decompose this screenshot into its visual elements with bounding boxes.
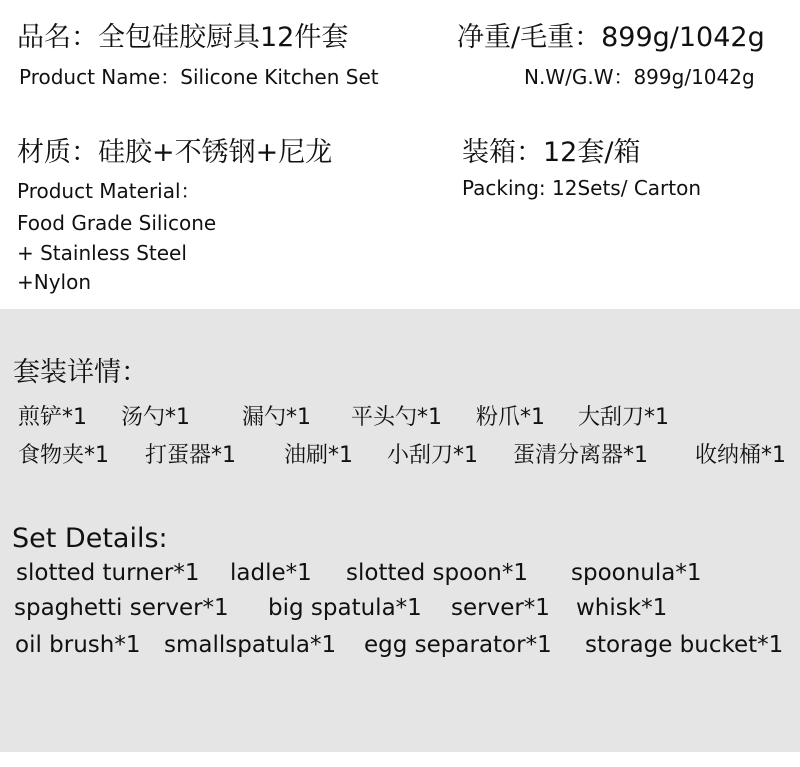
en-item: storage bucket*1 [585, 632, 784, 658]
en-item: egg separator*1 [364, 632, 552, 658]
cn-items-row-1 [0, 407, 800, 437]
cn-item: 漏勺*1 [242, 405, 311, 430]
en-item: slotted spoon*1 [346, 560, 528, 586]
cn-item: 蛋清分离器*1 [513, 443, 648, 468]
cn-item: 收纳桶*1 [695, 443, 786, 468]
product-name-cn: 品名：全包硅胶厨具12件套 [17, 22, 349, 53]
en-item: server*1 [451, 595, 550, 621]
en-item: oil brush*1 [15, 632, 141, 658]
material-en-line-3: + Stainless Steel [17, 241, 187, 265]
cn-item: 煎铲*1 [18, 405, 87, 430]
weight-en: N.W/G.W：899g/1042g [524, 65, 755, 89]
en-item: smallspatula*1 [164, 632, 337, 658]
cn-item: 平头勺*1 [351, 405, 442, 430]
material-en-line-1: Product Material： [17, 179, 201, 203]
material-en-line-2: Food Grade Silicone [17, 211, 217, 235]
set-details-heading-cn: 套装详情： [13, 357, 148, 388]
cn-item: 油刷*1 [284, 443, 353, 468]
material-cn: 材质：硅胶+不锈钢+尼龙 [17, 137, 333, 168]
set-details-heading-en: Set Details: [12, 523, 168, 554]
en-items-row-2 [0, 597, 800, 627]
en-item: spaghetti server*1 [14, 595, 229, 621]
cn-item: 大刮刀*1 [578, 405, 669, 430]
set-details-panel [0, 309, 800, 752]
en-item: ladle*1 [230, 560, 312, 586]
packing-en: Packing: 12Sets/ Carton [462, 176, 702, 200]
cn-item: 打蛋器*1 [145, 443, 236, 468]
cn-item: 食物夹*1 [18, 443, 109, 468]
en-item: whisk*1 [576, 595, 668, 621]
cn-items-row-2 [0, 445, 800, 475]
en-item: slotted turner*1 [16, 560, 200, 586]
en-items-row-3 [0, 634, 800, 664]
en-item: big spatula*1 [268, 595, 422, 621]
packing-cn: 装箱：12套/箱 [462, 137, 641, 168]
weight-cn: 净重/毛重：899g/1042g [457, 22, 765, 53]
cn-item: 汤勺*1 [121, 405, 190, 430]
en-item: spoonula*1 [571, 560, 702, 586]
cn-item: 粉爪*1 [476, 405, 545, 430]
material-en-line-4: +Nylon [17, 270, 92, 294]
product-name-en: Product Name：Silicone Kitchen Set [19, 65, 379, 89]
cn-item: 小刮刀*1 [387, 443, 478, 468]
en-items-row-1 [0, 562, 800, 592]
